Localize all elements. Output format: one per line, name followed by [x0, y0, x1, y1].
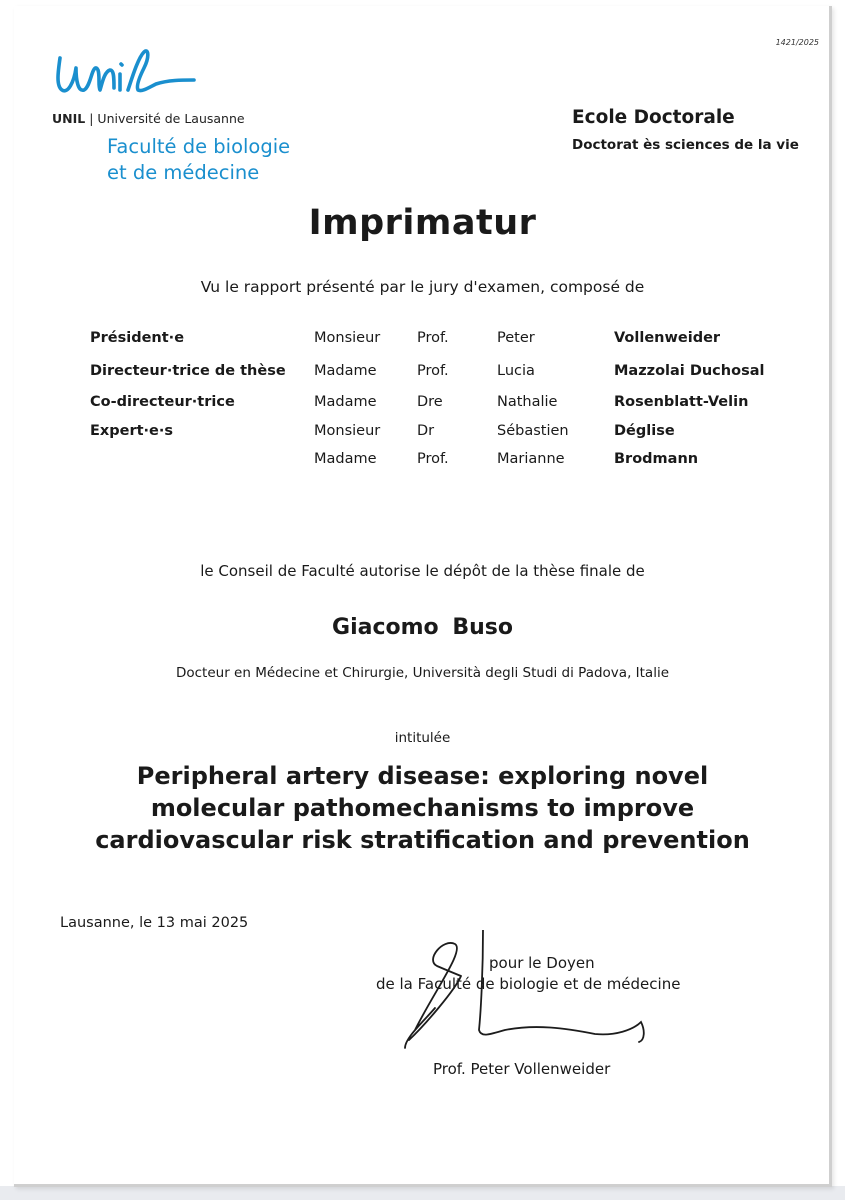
jury-civility: Madame: [314, 394, 377, 410]
council-statement: le Conseil de Faculté autorise le dépôt de la thèse finale de: [200, 562, 645, 580]
dean-line-2: de la Faculté de biologie et de médecine: [376, 975, 681, 993]
jury-last-name: Rosenblatt-Velin: [614, 394, 749, 410]
doctoral-school: [572, 107, 799, 153]
jury-title: Dr: [417, 423, 435, 439]
candidate-degree: Docteur en Médecine et Chirurgie, Università degli Studi di Padova, Italie: [175, 665, 670, 681]
jury-role: Co-directeur·trice: [90, 394, 235, 410]
place-date: Lausanne, le 13 mai 2025: [60, 915, 249, 931]
jury-role: Président·e: [90, 330, 185, 346]
faculty-line-2: et de médecine: [107, 161, 260, 184]
jury-first-name: Nathalie: [497, 394, 558, 410]
unil-logo-icon: [52, 44, 202, 108]
school-program: Doctorat ès sciences de la vie: [572, 137, 799, 153]
jury-civility: Monsieur: [314, 330, 381, 346]
entitled-label: intitulée: [394, 730, 451, 746]
jury-title: Prof.: [417, 451, 449, 467]
jury-role: Expert·e·s: [90, 423, 174, 439]
jury-first-name: Marianne: [497, 451, 565, 467]
university-short: UNIL: [52, 111, 86, 126]
jury-title: Dre: [417, 394, 443, 410]
thesis-title-line-2: molecular pathomechanisms to improve: [150, 794, 695, 822]
thesis-title-line-3: cardiovascular risk stratification and prevention: [95, 826, 750, 854]
jury-first-name: Lucia: [497, 363, 535, 379]
university-name: Université de Lausanne: [97, 111, 245, 126]
faculty-name: [107, 134, 290, 186]
jury-civility: Monsieur: [314, 423, 381, 439]
signer-name: Prof. Peter Vollenweider: [433, 1060, 611, 1078]
reference-number: 1421/2025: [775, 38, 819, 47]
document-title: Imprimatur: [308, 203, 537, 243]
jury-first-name: Sébastien: [497, 423, 569, 439]
jury-civility: Madame: [314, 451, 377, 467]
jury-intro: Vu le rapport présenté par le jury d'examen, composé de: [200, 278, 645, 296]
jury-first-name: Peter: [497, 330, 535, 346]
jury-last-name: Mazzolai Duchosal: [614, 363, 765, 379]
faculty-line-1: Faculté de biologie: [107, 135, 291, 158]
jury-last-name: Déglise: [614, 423, 675, 439]
jury-row: [0, 451, 845, 473]
school-name: Ecole Doctorale: [572, 107, 735, 128]
handwritten-signature-icon: [395, 930, 655, 1060]
dean-line-1: pour le Doyen: [489, 954, 595, 972]
thesis-title-line-1: Peripheral artery disease: exploring novel: [136, 762, 709, 790]
jury-row: [0, 363, 845, 385]
university-name-line: [52, 111, 245, 126]
jury-last-name: Vollenweider: [614, 330, 721, 346]
brand-separator: |: [89, 111, 94, 126]
candidate-name: Giacomo Buso: [332, 615, 513, 640]
jury-row: [0, 330, 845, 352]
jury-role: Directeur·trice de thèse: [90, 363, 286, 379]
thesis-title: [0, 760, 845, 856]
jury-civility: Madame: [314, 363, 377, 379]
scan-background-band: [0, 1186, 845, 1200]
jury-row: [0, 394, 845, 416]
jury-last-name: Brodmann: [614, 451, 699, 467]
jury-title: Prof.: [417, 363, 449, 379]
jury-title: Prof.: [417, 330, 449, 346]
jury-row: [0, 423, 845, 445]
